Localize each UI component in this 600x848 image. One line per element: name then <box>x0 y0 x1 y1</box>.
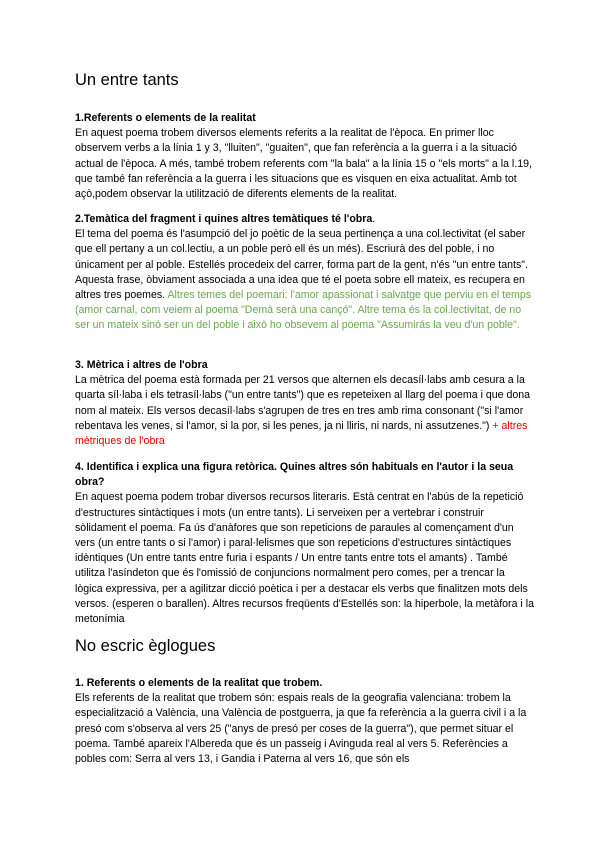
section-figura-retorica <box>75 460 535 627</box>
heading-tematica-suffix: . <box>372 213 376 225</box>
heading-metrica: 3. Mètrica i altres de l'obra <box>75 359 208 371</box>
paragraph-metrica-text: La mètrica del poema està formada per 21 versos que alternen els decasíl·labs amb cesura a la quarta síl·laba i els tetrasíl·labs ("un entre tants") que es repeteixen al llarg del poema i que dona nom al mateix. Els versos decasíl·labs s'agrupen de tres en tres amb rima consonant ("si l'amor rebentava les venes, si l'amor, si la por, si les penes, ja ni lliris, ni nards, ni assutzenes.") <box>75 374 531 432</box>
title-un-entre-tants: Un entre tants <box>75 71 179 89</box>
paragraph-metrica-red-note: + altres mètriques de l'obra <box>75 419 528 448</box>
section-metrica <box>75 358 535 449</box>
paragraph-tematica-text: El tema del poema és l'asumpció del jo poètic de la seua pertinença a una col.lectivitat (el saber que ell pertany a un col.lectiu, a un poble però ell és un més). Escriurà des del poble, i no únicament per al poble. Estellés procedeix del carrer, forma part de la gent, n'és "un entre tants". Aquesta frase, òbviament associada a una idea que té el poeta sobre ell mateix, es recupera en altres tres poemes. <box>75 228 528 302</box>
title-no-escric-eglogues: No escric èglogues <box>75 637 216 655</box>
paragraph-figura-retorica: En aquest poema podem trobar diversos recursos literaris. Està centrat en l'abús de la repetició d'estructures sintàctiques i mots (un entre tants). Li serveixen per a vertebrar i construir sòlidament el poema. Fa ús d'anàfores que son repeticions de paraules al començament d'un vers (un entre tants o si l'amor) i paral·lelismes que son repeticions d'estructures sintàctiques idèntiques (Un entre tants entre furia i espants / Un entre tants entre tots el amants) . També utilitza l'asíndeton que és l'omissió de conjuncions normalment pero comes, per a trencar la lògica expressiva, per a agilitzar dicció poètica i per a destacar els verbs que finalitzen mots dels versos. (esperen o barallen). Altres recursos freqüents d'Estellés son: la hiperbole, la metàfora i la metonímia <box>75 491 534 626</box>
paragraph-tematica <box>75 227 535 333</box>
paragraph-metrica <box>75 373 535 449</box>
heading-referents: 1.Referents o elements de la realitat <box>75 112 256 124</box>
heading-tematica <box>75 212 535 227</box>
heading-figura-retorica: 4. Identifica i explica una figura retòrica. Quines altres són habituals en l'autor i la seua obra? <box>75 461 514 489</box>
heading-tematica-text: 2.Temàtica del fragment i quines altres temàtiques té l'obra <box>75 213 373 225</box>
paragraph-referents-2: Els referents de la realitat que trobem són: espais reals de la geografia valenciana: trobem la especialització a València, una València de postguerra, ja que fa referència a la guerra civil i a la presó com s'observa al vers 25 ("anys de presó per coses de la guerra"), que permet situar el poema. També apareix l'Albereda que és un passeig i Avinguda real al vers 5. Referències a pobles com: Serra al vers 13, i Gandia i Paterna al vers 16, que són els <box>75 692 527 766</box>
heading-referents-2: 1. Referents o elements de la realitat que trobem. <box>75 677 323 689</box>
section-tematica <box>75 212 535 334</box>
section-referents <box>75 111 535 202</box>
paragraph-tematica-green-note: Altres temes del poemari: l'amor apassionat i salvatge que perviu en el temps (amor carnal, com veiem al poema "Demà serà una cançó". Altre tema és la col.lectivitat, de no ser un mateix sinó ser un del poble i això ho obsevem al poema "Assumirás la veu d'un poble". <box>75 289 532 332</box>
paragraph-referents: En aquest poema trobem diversos elements referits a la realitat de l'època. En primer lloc observem verbs a la línia 1 y 3, "lluiten", "guaiten", que fan referència a la guerra i a la situació actual de l'època. A més, també trobem referents com "la bala" a la línia 15 o "els morts" a la l.19, que també fan referència a la guerra i les situacions que es visquen en eixa actualitat. Amb tot açò,podem observar la utilització de diferents elements de la realitat. <box>75 127 532 201</box>
section-referents-2 <box>75 676 535 767</box>
